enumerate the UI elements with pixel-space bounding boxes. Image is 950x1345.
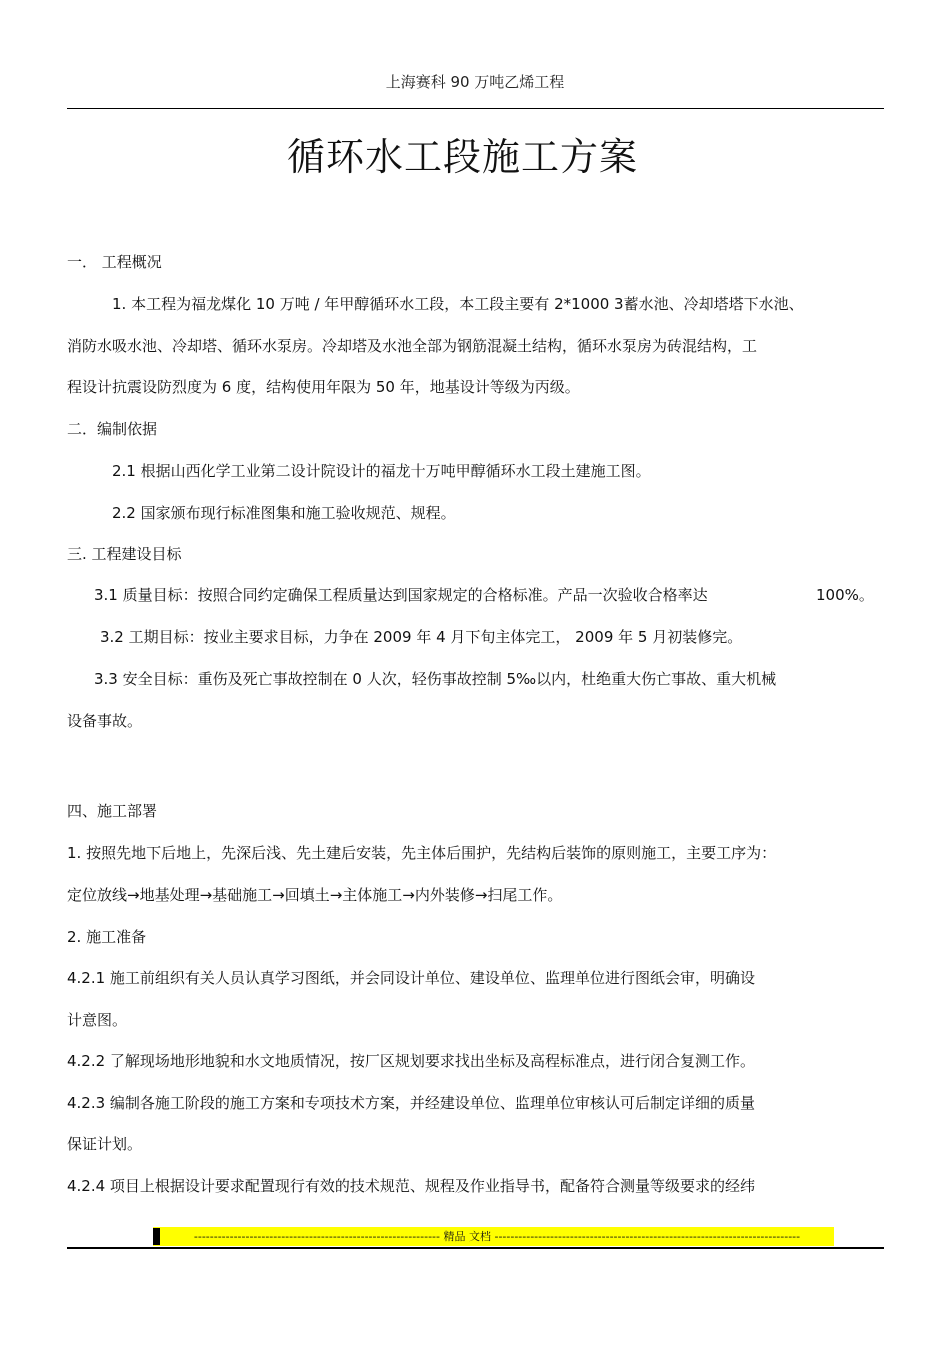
section-3-heading: 三. 工程建设目标 xyxy=(67,545,182,563)
section-4-item: 4.2.4 项目上根据设计要求配置现行有效的技术规范、规程及作业指导书，配备符合测量等级要求的经纬 xyxy=(67,1177,755,1195)
section-4-item: 保证计划。 xyxy=(67,1135,143,1153)
section-4-subheading: 2. 施工准备 xyxy=(67,928,147,946)
section-3-item: 设备事故。 xyxy=(67,712,143,730)
section-4-item: 4.2.3 编制各施工阶段的施工方案和专项技术方案，并经建设单位、监理单位审核认可后制定详细的质量 xyxy=(67,1094,755,1112)
section-1-heading: 一． 工程概况 xyxy=(67,253,162,271)
section-2-heading: 二．编制依据 xyxy=(67,420,158,438)
section-4-paragraph: 定位放线→地基处理→基础施工→回填土→主体施工→内外装修→扫尾工作。 xyxy=(67,886,563,904)
section-3-item: 3.3 安全目标：重伤及死亡事故控制在 0 人次，轻伤事故控制 5‰以内，杜绝重大伤亡事故、重大机械 xyxy=(94,670,777,688)
footer-divider xyxy=(67,1247,884,1249)
section-1-paragraph: 消防水吸水池、冷却塔、循环水泵房。冷却塔及水池全部为钢筋混凝土结构，循环水泵房为砖混结构，工 xyxy=(67,337,758,355)
section-4-item: 4.2.1 施工前组织有关人员认真学习图纸，并会同设计单位、建设单位、监理单位进行图纸会审，明确设 xyxy=(67,969,755,987)
header-divider xyxy=(67,108,884,109)
section-3-item: 3.2 工期目标：按业主要求目标，力争在 2009 年 4 月下旬主体完工， 2009 年 5 月初装修完。 xyxy=(100,628,743,646)
section-2-item: 2.1 根据山西化学工业第二设计院设计的福龙十万吨甲醇循环水工段土建施工图。 xyxy=(112,462,651,480)
section-1-paragraph: 程设计抗震设防烈度为 6 度，结构使用年限为 50 年，地基设计等级为丙级。 xyxy=(67,378,580,396)
page-header: 上海赛科 90 万吨乙烯工程 xyxy=(385,73,565,91)
section-4-item: 计意图。 xyxy=(67,1011,128,1029)
section-4-paragraph: 1. 按照先地下后地上，先深后浅、先土建后安装，先主体后围护，先结构后装饰的原则施工，主要工序为： xyxy=(67,844,777,862)
section-2-item: 2.2 国家颁布现行标准图集和施工验收规范、规程。 xyxy=(112,504,456,522)
section-4-heading: 四、施工部署 xyxy=(67,802,158,820)
section-3-item: 3.1 质量目标：按照合同约定确保工程质量达到国家规定的合格标准。产品一次验收合格率达 xyxy=(94,586,708,604)
document-title: 循环水工段施工方案 xyxy=(286,135,638,179)
section-3-item-value: 100%。 xyxy=(816,586,874,604)
section-1-paragraph: 1. 本工程为福龙煤化 10 万吨 / 年甲醇循环水工段，本工段主要有 2*1000 3蓄水池、冷却塔塔下水池、 xyxy=(112,295,804,313)
section-4-item: 4.2.2 了解现场地形地貌和水文地质情况，按厂区规划要求找出坐标及高程标准点，进行闭合复测工作。 xyxy=(67,1052,755,1070)
footer-marker xyxy=(153,1228,160,1245)
footer-text: -------------------------------------------------------------- 精品 文档 ----------------------------------------------------------------------------- xyxy=(193,1230,801,1243)
